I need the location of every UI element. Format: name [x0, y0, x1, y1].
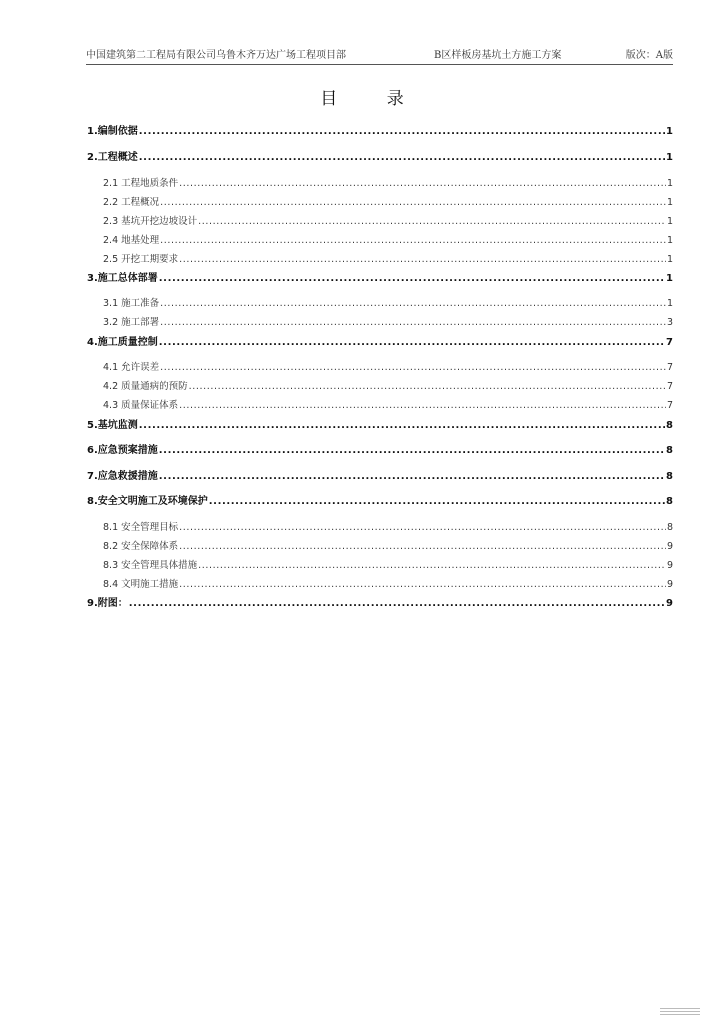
toc-dot-leader	[139, 125, 665, 139]
toc-subentry[interactable]	[103, 234, 673, 248]
toc-entry-label: 6.应急预案措施	[87, 445, 158, 456]
toc-page-number: 1	[666, 126, 673, 137]
toc-page-number: 7	[666, 362, 673, 373]
toc-entry-label: 2.3 基坑开挖边坡设计	[103, 216, 198, 227]
toc-subentry[interactable]	[103, 215, 673, 229]
footer-watermark-mark	[660, 1008, 700, 1016]
toc-page-number: 3	[666, 317, 673, 328]
toc-entry[interactable]	[87, 495, 673, 509]
toc-page-number: 1	[666, 216, 673, 227]
toc-dot-leader	[179, 253, 666, 267]
toc-dot-leader	[189, 380, 666, 394]
toc-entry-label: 8.3 安全管理具体措施	[103, 560, 198, 571]
header-document-title: B区样板房基坑土方施工方案	[434, 50, 562, 61]
toc-page-number: 9	[666, 598, 673, 609]
toc-subentry[interactable]	[103, 521, 673, 535]
toc-page-number: 7	[666, 381, 673, 392]
toc-dot-leader	[159, 272, 665, 286]
toc-dot-leader	[179, 540, 666, 554]
toc-entry-label: 3.1 施工准备	[103, 298, 160, 309]
toc-entry-label: 8.2 安全保障体系	[103, 541, 179, 552]
header-version: 版次：A版	[625, 50, 673, 61]
toc-entry[interactable]	[87, 444, 673, 458]
toc-subentry[interactable]	[103, 380, 673, 394]
toc-dot-leader	[139, 151, 665, 165]
toc-dot-leader	[129, 597, 665, 611]
toc-entry-label: 2.5 开挖工期要求	[103, 254, 179, 265]
toc-entry-label: 3.2 施工部署	[103, 317, 160, 328]
toc-entry-label: 4.2 质量通病的预防	[103, 381, 188, 392]
toc-entry-label: 8.安全文明施工及环境保护	[87, 496, 208, 507]
toc-title: 目 录	[320, 89, 426, 109]
toc-page-number: 9	[666, 579, 673, 590]
toc-entry-label: 8.4 文明施工措施	[103, 579, 179, 590]
toc-entry-label: 1.编制依据	[87, 126, 138, 137]
header-company: 中国建筑第二工程局有限公司乌鲁木齐万达广场工程项目部	[86, 50, 346, 61]
toc-entry[interactable]	[87, 125, 673, 139]
toc-page-number: 8	[666, 445, 673, 456]
toc-dot-leader	[159, 444, 665, 458]
toc-subentry[interactable]	[103, 399, 673, 413]
toc-page-number: 1	[666, 152, 673, 163]
toc-dot-leader	[139, 419, 665, 433]
toc-dot-leader	[179, 177, 666, 191]
toc-dot-leader	[209, 495, 665, 509]
toc-dot-leader	[160, 234, 666, 248]
toc-page-number: 1	[666, 273, 673, 284]
toc-entry-label: 2.2 工程概况	[103, 197, 160, 208]
toc-entry[interactable]	[87, 419, 673, 433]
toc-entry[interactable]	[87, 336, 673, 350]
page-header	[86, 50, 673, 65]
toc-subentry[interactable]	[103, 361, 673, 375]
toc-entry-label: 7.应急救援措施	[87, 471, 158, 482]
toc-subentry[interactable]	[103, 316, 673, 330]
toc-dot-leader	[198, 215, 666, 229]
toc-page-number: 8	[666, 420, 673, 431]
toc-page-number: 1	[666, 298, 673, 309]
toc-entry[interactable]	[87, 597, 673, 611]
toc-page-number: 9	[666, 541, 673, 552]
toc-page-number: 8	[666, 496, 673, 507]
toc-entry[interactable]	[87, 470, 673, 484]
toc-page-number: 7	[666, 400, 673, 411]
toc-subentry[interactable]	[103, 559, 673, 573]
toc-page-number: 9	[666, 560, 673, 571]
toc-dot-leader	[160, 196, 666, 210]
toc-dot-leader	[179, 578, 666, 592]
toc-dot-leader	[179, 521, 666, 535]
toc-page-number: 8	[666, 471, 673, 482]
toc-entry-label: 8.1 安全管理目标	[103, 522, 179, 533]
toc-page-number: 1	[666, 178, 673, 189]
toc-dot-leader	[160, 297, 666, 311]
toc-entry-label: 4.1 允许误差	[103, 362, 160, 373]
toc-dot-leader	[159, 336, 665, 350]
toc-entry-label: 4.3 质量保证体系	[103, 400, 179, 411]
toc-entry-label: 9.附图：	[87, 598, 128, 609]
toc-entry[interactable]	[87, 151, 673, 165]
toc-page-number: 7	[666, 337, 673, 348]
toc-entry-label: 3.施工总体部署	[87, 273, 158, 284]
toc-entry-label: 5.基坑监测	[87, 420, 138, 431]
toc-entry-label: 2.4 地基处理	[103, 235, 160, 246]
toc-subentry[interactable]	[103, 177, 673, 191]
toc-dot-leader	[198, 559, 666, 573]
toc-subentry[interactable]	[103, 253, 673, 267]
toc-subentry[interactable]	[103, 297, 673, 311]
toc-page-number: 1	[666, 254, 673, 265]
toc-dot-leader	[160, 316, 666, 330]
toc-dot-leader	[179, 399, 666, 413]
toc-entry-label: 2.1 工程地质条件	[103, 178, 179, 189]
toc-entry-label: 2.工程概述	[87, 152, 138, 163]
toc-dot-leader	[160, 361, 666, 375]
toc-entry[interactable]	[87, 272, 673, 286]
toc-subentry[interactable]	[103, 540, 673, 554]
toc-entry-label: 4.施工质量控制	[87, 337, 158, 348]
toc-page-number: 1	[666, 235, 673, 246]
toc-subentry[interactable]	[103, 196, 673, 210]
toc-page-number: 1	[666, 197, 673, 208]
toc-subentry[interactable]	[103, 578, 673, 592]
toc-page-number: 8	[666, 522, 673, 533]
toc-dot-leader	[159, 470, 665, 484]
